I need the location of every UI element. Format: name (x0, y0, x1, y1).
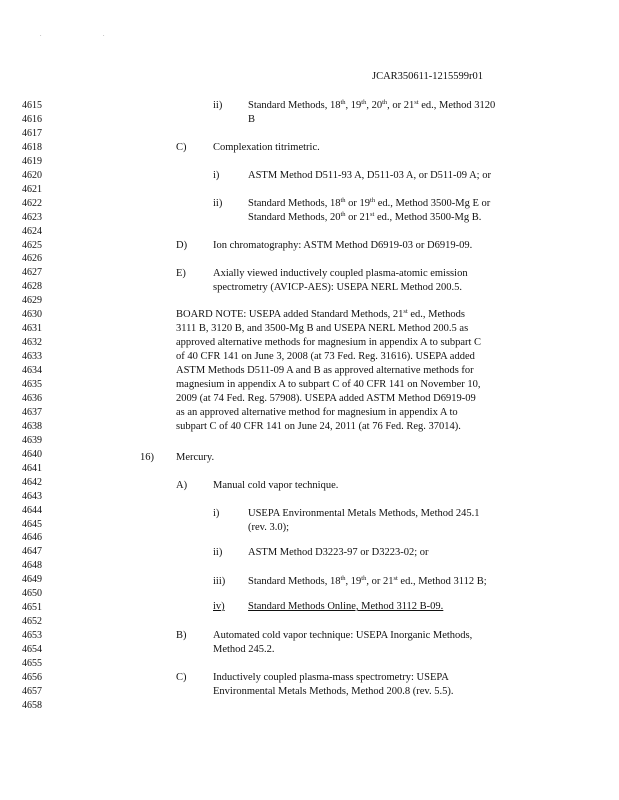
line-number: 4642 (22, 476, 42, 488)
board-note-line2: 3111 B, 3120 B, and 3500-Mg B and USEPA NERL Method 200.5 as (176, 323, 469, 334)
item-ii-marker: ii) (213, 100, 223, 111)
line-number: 4626 (22, 253, 42, 265)
line-number: 4638 (22, 420, 42, 432)
line-number: 4651 (22, 602, 42, 614)
line-number: 4633 (22, 351, 42, 363)
item-c-i-marker: i) (213, 170, 220, 181)
line-number: 4649 (22, 574, 42, 586)
item-e-text-line2: spectrometry (AVICP-AES): USEPA NERL Method 200.5. (213, 282, 462, 293)
item-d-text: Ion chromatography: ASTM Method D6919-03 or D6919-09. (213, 240, 473, 251)
line-number: 4616 (22, 113, 42, 125)
mercury-a-marker: A) (176, 480, 188, 491)
board-note-line4: of 40 CFR 141 on June 3, 2008 (at 73 Fed. Reg. 31616). USEPA added (176, 351, 475, 362)
mercury-a-i-text-line2: (rev. 3.0); (248, 522, 290, 533)
line-number: 4646 (22, 532, 42, 544)
line-number: 4624 (22, 225, 42, 237)
mercury-a-i-marker: i) (213, 508, 220, 519)
line-number: 4644 (22, 504, 42, 516)
item-ii-text-line2: B (248, 114, 256, 125)
mercury-c-text-line1: Inductively coupled plasma-mass spectrometry: USEPA (213, 672, 449, 683)
line-number: 4627 (22, 267, 42, 279)
mercury-a-iv-marker: iv) (213, 601, 225, 612)
mercury-c-marker: C) (176, 672, 187, 683)
line-number: 4618 (22, 141, 42, 153)
line-number: 4629 (22, 295, 42, 307)
item-d-marker: D) (176, 240, 188, 251)
board-note-line7: 2009 (at 74 Fed. Reg. 57908). USEPA added ASTM Method D6919-09 (176, 393, 476, 404)
line-number: 4619 (22, 155, 42, 167)
line-number: 4639 (22, 434, 42, 446)
line-number: 4658 (22, 699, 42, 711)
line-number: 4635 (22, 379, 42, 390)
mercury-b-text-line1: Automated cold vapor technique: USEPA Inorganic Methods, (213, 630, 473, 641)
line-number: 4615 (22, 100, 42, 111)
line-number: 4640 (22, 448, 42, 460)
line-number: 4645 (22, 518, 42, 530)
mercury-a-i-text-line1: USEPA Environmental Metals Methods, Method 245.1 (248, 508, 480, 519)
item-e-marker: E) (176, 268, 186, 279)
item-16-marker: 16) (140, 452, 154, 463)
line-number: 4655 (22, 658, 42, 669)
board-note-line5: ASTM Methods D511-09 A and B as approved alternative methods for (176, 365, 474, 376)
mercury-a-ii-marker: ii) (213, 547, 223, 558)
line-number: 4648 (22, 560, 42, 572)
item-ii-text-line1: Standard Methods, 18th, 19th, 20th, or 21st ed., Method 3120 (248, 99, 496, 111)
line-number: 4621 (22, 183, 42, 195)
line-number: 4617 (22, 127, 42, 139)
item-c-text: Complexation titrimetric. (213, 142, 320, 153)
mercury-b-text-line2: Method 245.2. (213, 644, 275, 655)
line-number: 4647 (22, 546, 42, 558)
line-number: 4637 (22, 406, 42, 418)
mercury-a-iii-marker: iii) (213, 576, 226, 587)
scan-marks: . . (40, 32, 135, 38)
document-id: JCAR350611-1215599r01 (372, 71, 484, 82)
line-number: 4631 (22, 323, 42, 335)
mercury-a-text: Manual cold vapor technique. (213, 480, 339, 491)
line-number: 4653 (22, 630, 42, 642)
mercury-a-iv-text: Standard Methods Online, Method 3112 B-09. (248, 601, 444, 612)
line-number: 4630 (22, 309, 42, 321)
board-note-line9: subpart C of 40 CFR 141 on June 24, 2011 (at 76 Fed. Reg. 37014). (176, 421, 461, 432)
item-c-ii-text-line1: Standard Methods, 18th or 19th ed., Method 3500-Mg E or (248, 197, 491, 209)
line-number: 4657 (22, 685, 42, 697)
board-note-line8: as an approved alternative method for magnesium in appendix A to (176, 407, 458, 418)
line-number: 4641 (22, 462, 42, 474)
mercury-a-ii-text: ASTM Method D3223-97 or D3223-02; or (248, 547, 429, 558)
line-number: 4636 (22, 392, 42, 404)
mercury-a-iii-text: Standard Methods, 18th, 19th, or 21st ed., Method 3112 B; (248, 575, 487, 587)
line-number: 4632 (22, 337, 42, 349)
line-number: 4654 (22, 644, 42, 656)
board-note-line1: BOARD NOTE: USEPA added Standard Methods, 21st ed., Methods (176, 308, 465, 320)
board-note-line3: approved alternative methods for magnesium in appendix A to subpart C (176, 337, 482, 348)
line-number: 4623 (22, 211, 42, 223)
line-number: 4622 (22, 197, 42, 209)
item-c-i-text: ASTM Method D511-93 A, D511-03 A, or D511-09 A; or (248, 170, 491, 181)
line-number: 4625 (22, 239, 42, 251)
line-number: 4650 (22, 588, 42, 600)
item-16-text: Mercury. (176, 452, 215, 463)
line-number: 4652 (22, 616, 42, 628)
mercury-c-text-line2: Environmental Metals Methods, Method 200.8 (rev. 5.5). (213, 686, 454, 697)
line-number: 4643 (22, 490, 42, 502)
line-number: 4628 (22, 281, 42, 293)
item-c-ii-text-line2: Standard Methods, 20th or 21st ed., Method 3500-Mg B. (248, 211, 482, 223)
line-number: 4656 (22, 671, 42, 683)
board-note-line6: magnesium in appendix A to subpart C of 40 CFR 141 on November 10, (176, 379, 481, 390)
line-number: 4620 (22, 169, 42, 181)
item-c-marker: C) (176, 142, 187, 153)
item-c-ii-marker: ii) (213, 198, 223, 209)
line-number: 4634 (22, 365, 42, 377)
mercury-b-marker: B) (176, 630, 187, 641)
item-e-text-line1: Axially viewed inductively coupled plasma-atomic emission (213, 268, 468, 279)
